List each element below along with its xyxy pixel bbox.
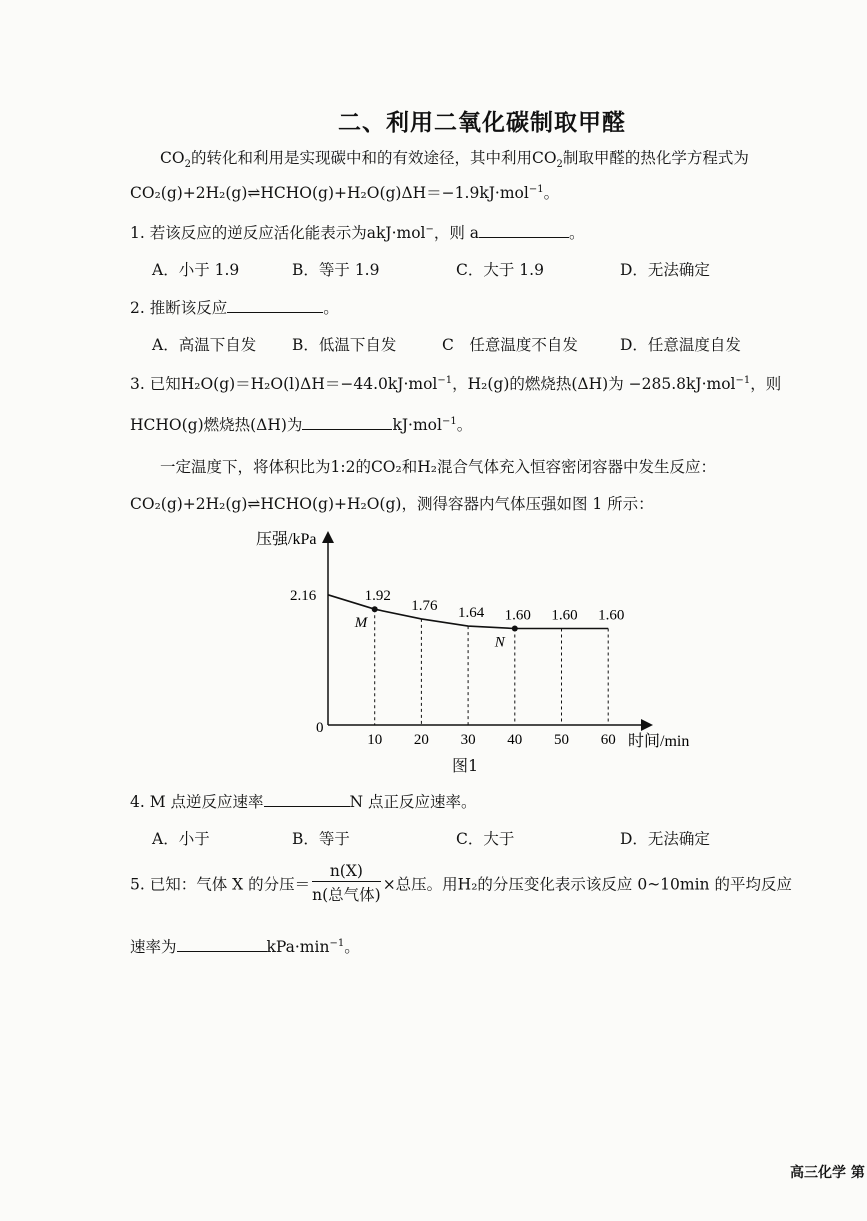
q3-line2-text-b: kJ·mol <box>392 416 442 434</box>
point-marker <box>512 626 518 632</box>
intro-line-1: $CO_2$的转化和利用是实现碳中和的有效途径，其中利用$CO_2$制取甲醛的热化学方程式为 <box>160 149 749 171</box>
question-2 <box>130 296 339 318</box>
q1-end: 。 <box>569 224 585 242</box>
data-label: 1.60 <box>504 607 531 624</box>
q3-text-a: 3. 已知H₂O(g)＝H₂O(l)ΔH＝−44.0kJ·mol <box>130 375 438 393</box>
q4-option-b: B．等于 <box>292 830 350 848</box>
equation-end: 。 <box>543 184 560 202</box>
q1-option-b: B．等于 1.9 <box>292 261 380 279</box>
q2-text: 2. 推断该反应 <box>130 299 228 317</box>
equation-rhs: HCHO(g)+H₂O(g)ΔH＝−1.9kJ·mol <box>260 184 529 202</box>
passage-line-2: CO₂(g)+2H₂(g)⇌HCHO(g)+H₂O(g)，测得容器内气体压强如图 1 所示： <box>130 495 654 513</box>
point-label: M <box>354 615 368 632</box>
x-tick-label: 40 <box>507 732 523 748</box>
q1-option-d: D．无法确定 <box>620 261 710 279</box>
question-5-line-2 <box>130 935 360 957</box>
y-axis-label: 压强/kPa <box>256 531 317 548</box>
answer-blank-2[interactable] <box>227 298 323 313</box>
q5-line2-text-b: kPa·min <box>266 938 330 956</box>
q3-sup-b: −1 <box>735 374 751 386</box>
q3-line2-text-a: HCHO(g)燃烧热(ΔH)为 <box>130 416 303 434</box>
origin-label: 0 <box>316 720 324 736</box>
question-5-line-1 <box>130 862 792 905</box>
q4-text-a: 4. M 点逆反应速率 <box>130 793 264 811</box>
data-label: 1.60 <box>598 607 625 624</box>
chart-caption: 图1 <box>452 756 479 775</box>
question-1 <box>130 221 585 243</box>
answer-blank-1[interactable] <box>479 223 569 238</box>
q4-option-d: D．无法确定 <box>620 830 710 848</box>
question-3-line-2 <box>130 413 472 435</box>
data-label: 1.64 <box>457 605 485 622</box>
x-tick-label: 60 <box>600 732 616 748</box>
page-footer: 高三化学 第 <box>790 1165 865 1181</box>
q5-text-b: ×总压。用H₂的分压变化表示该反应 0~10min 的平均反应 <box>382 875 792 894</box>
answer-blank-4[interactable] <box>264 792 350 807</box>
intro-text-c: 制取甲醛的热化学方程式为 <box>562 149 749 167</box>
data-label: 1.76 <box>411 597 438 614</box>
x-tick-label: 50 <box>554 732 569 748</box>
x-tick-label: 10 <box>367 732 383 748</box>
equation-lhs: CO₂(g)+2H₂(g) <box>130 184 248 202</box>
fraction-denominator: n(总气体) <box>312 886 381 904</box>
data-label: 1.60 <box>551 607 578 624</box>
q1-text2: ，则 a <box>433 224 480 242</box>
question-3-line-1 <box>130 372 781 394</box>
q5-line2-text-a: 速率为 <box>130 938 177 956</box>
question-4 <box>130 790 477 812</box>
q3-text-c: ，则 <box>750 375 782 393</box>
equilibrium-arrow: ⇌ <box>247 184 261 202</box>
q2-end: 。 <box>323 299 339 317</box>
q1-text: 1. 若该反应的逆反应活化能表示为akJ·mol <box>130 224 426 242</box>
equation-1 <box>130 181 559 203</box>
answer-blank-5[interactable] <box>177 937 267 952</box>
y-tick-label: 2.16 <box>290 587 317 604</box>
x-tick-label: 20 <box>413 732 429 748</box>
intro-text-b: 的转化和利用是实现碳中和的有效途径，其中利用CO <box>190 149 557 167</box>
fraction-numerator: n(X) <box>312 862 381 882</box>
q1-option-c: C．大于 1.9 <box>456 261 544 279</box>
x-axis-label: 时间/min <box>628 733 690 750</box>
x-tick-label: 30 <box>460 732 476 748</box>
q2-option-b: B．低温下自发 <box>292 336 397 354</box>
pressure-time-chart <box>240 520 720 780</box>
q5-line2-sup: −1 <box>329 937 345 949</box>
q3-line2-end: 。 <box>456 416 473 434</box>
q3-text-b: ，H₂(g)的燃烧热(ΔH)为 −285.8kJ·mol <box>452 375 736 393</box>
q5-line2-end: 。 <box>344 938 360 956</box>
q1-sup: − <box>425 223 434 235</box>
q4-option-a: A．小于 <box>152 830 210 848</box>
page-title: 二、利用二氧化碳制取甲醛 <box>338 109 626 136</box>
q3-sup-a: −1 <box>437 374 453 386</box>
q2-option-c: C 任意温度不自发 <box>442 336 578 354</box>
data-label: 1.92 <box>364 588 391 605</box>
point-marker <box>372 606 378 612</box>
q5-text-a: 5. 已知：气体 X 的分压＝ <box>130 875 311 894</box>
point-label: N <box>494 634 505 651</box>
equation-sup: −1 <box>528 183 544 195</box>
q1-option-a: A．小于 1.9 <box>152 261 240 279</box>
q3-line2-sup: −1 <box>441 415 457 427</box>
intro-text-a: CO <box>160 149 185 167</box>
q2-option-d: D．任意温度自发 <box>620 336 741 354</box>
passage-line-1: 一定温度下，将体积比为1:2的CO₂和H₂混合气体充入恒容密闭容器中发生反应： <box>160 458 716 476</box>
q2-option-a: A．高温下自发 <box>152 336 257 354</box>
answer-blank-3[interactable] <box>302 415 392 430</box>
q4-text-b: N 点正反应速率。 <box>349 793 477 811</box>
partial-pressure-fraction <box>312 862 381 905</box>
q4-option-c: C．大于 <box>456 830 515 848</box>
